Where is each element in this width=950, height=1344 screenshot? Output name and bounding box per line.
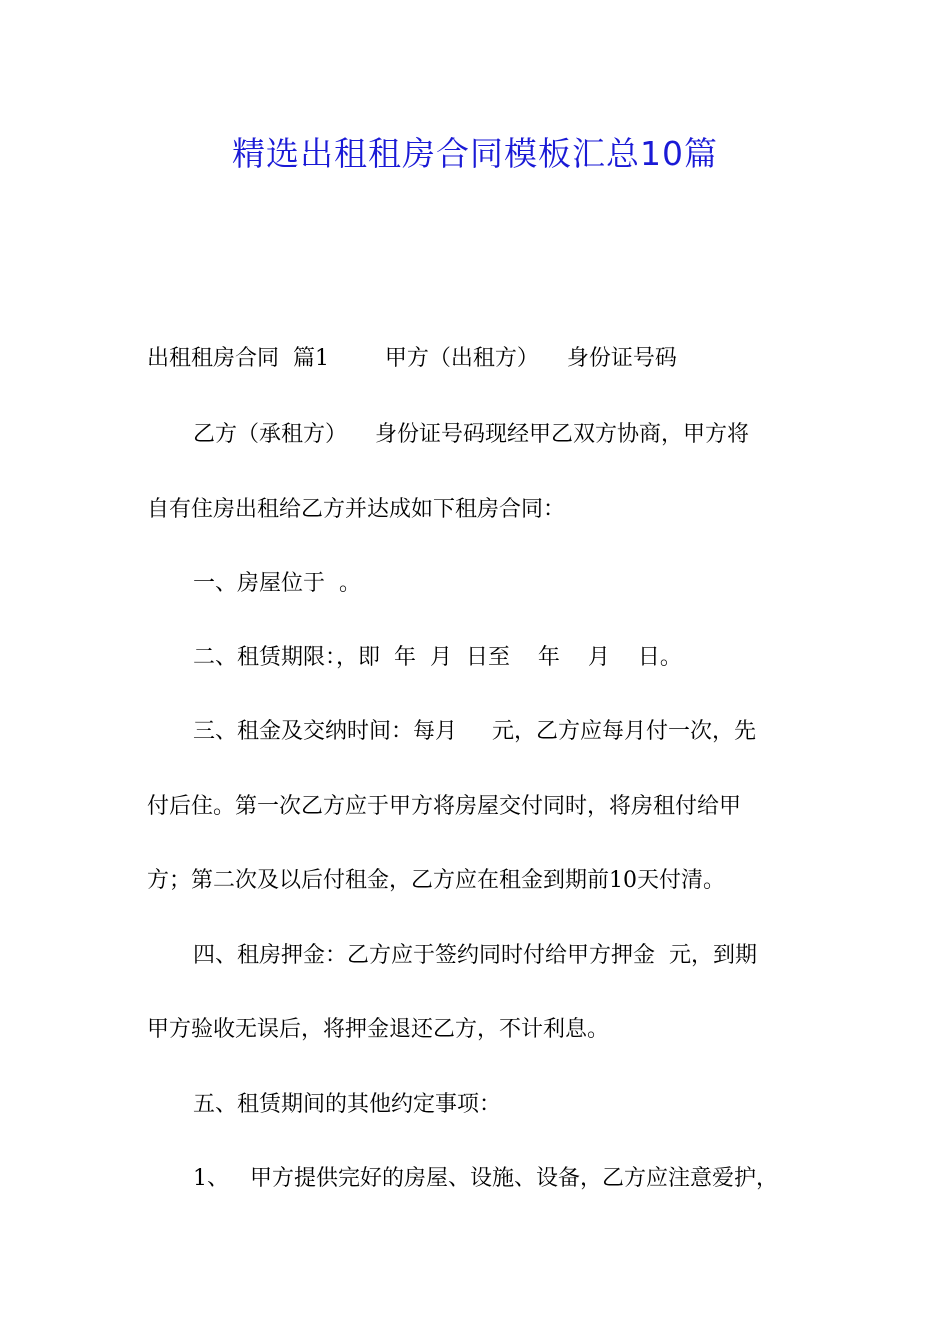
clause-4-line: 四、租房押金：乙方应于签约同时付给甲方押金 元，到期 — [193, 943, 757, 968]
contract-heading-line: 出租租房合同 篇1 甲方（出租方） 身份证号码 — [147, 346, 677, 371]
clause-5-item-1-line: 1、 甲方提供完好的房屋、设施、设备，乙方应注意爱护， — [193, 1166, 778, 1191]
paragraph-line: 自有住房出租给乙方并达成如下租房合同： — [147, 497, 566, 522]
clause-4-line: 甲方验收无误后，将押金退还乙方，不计利息。 — [147, 1017, 610, 1042]
clause-3-line: 三、租金及交纳时间：每月 元，乙方应每月付一次，先 — [193, 719, 756, 744]
paragraph-line: 乙方（承租方） 身份证号码现经甲乙双方协商，甲方将 — [193, 422, 749, 447]
clause-3-line: 付后住。第一次乙方应于甲方将房屋交付同时，将房租付给甲 — [147, 794, 742, 819]
clause-2-line: 二、租赁期限：，即 年 月 日至 年 月 日。 — [193, 645, 682, 670]
document-title: 精选出租租房合同模板汇总10篇 — [232, 134, 718, 173]
clause-5-line: 五、租赁期间的其他约定事项： — [193, 1092, 502, 1117]
clause-1-line: 一、房屋位于 。 — [193, 571, 361, 596]
clause-3-line: 方；第二次及以后付租金，乙方应在租金到期前10天付清。 — [147, 868, 725, 893]
